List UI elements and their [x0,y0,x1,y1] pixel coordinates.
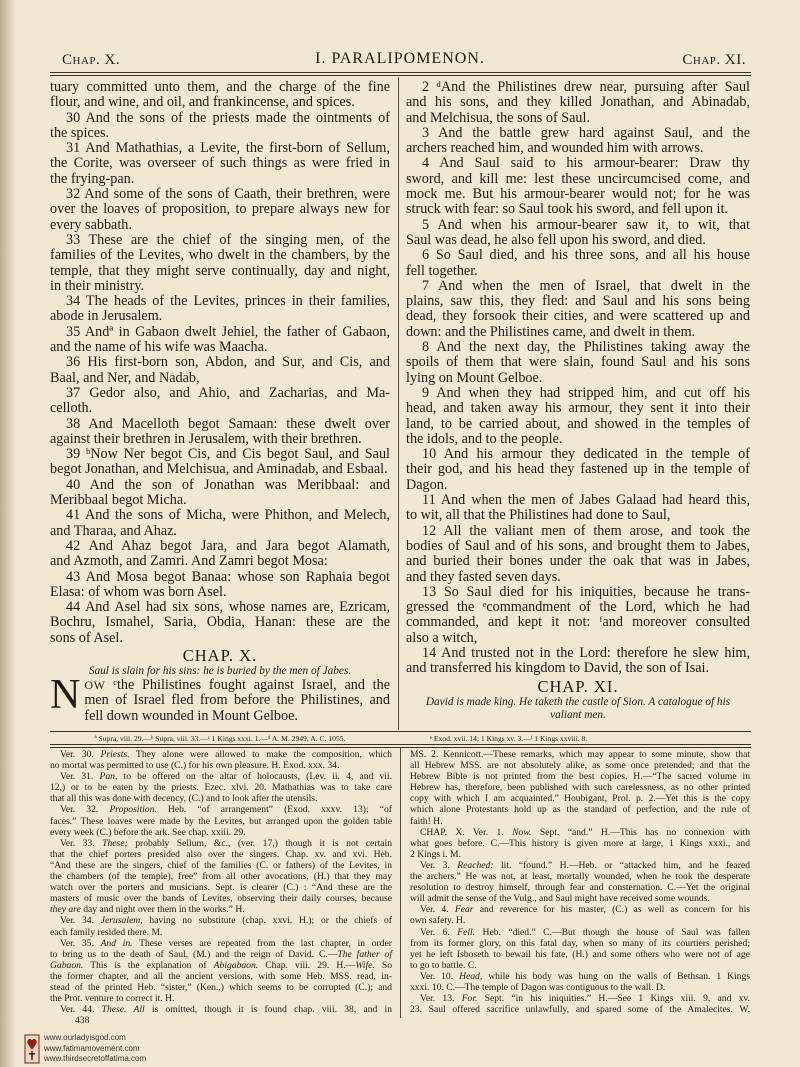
verse-line: 10 And his armour they dedicated in the temple of [422,446,750,463]
verse-line: Baal, and Ner, and Nadab, [50,369,200,386]
commentary-line: Ver. 34. Jerusalem, having no substitute (chap. xxvi. H.); or the chiefs of [60,915,392,927]
website-links [44,1033,146,1065]
column-divider [398,77,399,730]
verse-line: 4 And Saul said to his armour-bearer: Draw thy [422,155,750,172]
commentary-line: to go to battle. C. [410,959,477,971]
verse-line: 5 And when his armour-bearer saw it, to wit, that [422,216,750,233]
verse-line: against their brethren in Jerusalem, with their brethren. [50,430,362,447]
commentary-line: Ver. 35. And in. These verses are repeated from the last chapter, in order [60,937,393,949]
verse-line: 9 And when they had stripped him, and cut off his [422,384,750,401]
verse-text: ᶜthe Philistines fought against Israel, and the [113,677,390,693]
verse-line: 6 So Saul died, and his three sons, and all his house [422,247,750,264]
verse-line: in their ministry. [50,277,145,294]
commentary-line: Ver. 32. Proposition. Heb. “of arrangement” (Exod. xxxv. 13); “of [60,804,392,816]
verse-line: head, and taken away his armour, they sent it into their [406,400,750,417]
commentary-line: each family resided there. M. [50,926,163,938]
commentary-line: Ver. 31. Pan, to be offered on the altar of holocausts, (Lev. ii. 4, and vii. [60,771,392,783]
commentary-line: own safety. H. [410,915,466,927]
commentary-block [410,749,750,1015]
verse-block [50,80,390,646]
verse-line: the Corite, was overseer of such things as were fried in [50,155,390,172]
verse-line: 41 And the sons of Micha, were Phithon, and Melech, [66,507,390,524]
commentary-line: the chambers (of the temple), free” from all other avocations, (H.) that they may [50,871,392,883]
commentary-line: the archers.” He was not, at least, mortally wounded, when he took the desperate [410,871,750,883]
verse-line: 36 His first-born son, Abdon, and Sur, and Cis, and [66,354,390,371]
verse-line: their god, and his head they fastened up in the temple of [406,461,750,478]
commentary-right-column [410,749,750,1015]
main-text-left-column [50,80,390,724]
italic-term: These; [102,837,128,849]
commentary-line: Ver. 30. Priests. They alone were allowed to make the composition, which [60,749,392,760]
italic-term: Jerusalem, [100,915,143,927]
chapter-summary: Saul is slain for his sins: he is buried by the men of Jabes. [88,664,352,677]
commentary-line: the Prot. venture to correct it. H. [50,993,175,1005]
verse-line: gressed the ᵉcommandment of the Lord, which he had [406,599,750,616]
verse-line: the spices. [50,124,110,141]
italic-term: The father of [337,948,392,960]
website-link[interactable]: www.thirdsecretoffatima.com [44,1054,147,1063]
verse-line: spoils of them that were slain, found Saul and his sons [406,354,750,371]
header-chapter-left: Chap. X. [62,52,121,68]
verse-line: 37 Gedor also, and Ahio, and Zacharias, and Ma- [66,384,390,401]
commentary-line: watch over the porters and musicians. Sept. is clearer (C.) : “And these are the [50,882,392,894]
verse-line [50,678,390,693]
italic-term: And in. [100,937,133,949]
verse-line: and they fasted seven days. [406,568,561,585]
footnote-references-left: ª Supra, viii. 29.—ᵇ Supra, viii. 33.—ᶜ 1 Kings xxxi. 1.—ᵈ A. M. 2949, A. C. 1055. [94,734,346,743]
commentary-line: that all this was done with decency, (C.) and to look after the utensils. [50,793,318,805]
commentary-line: which alone Protestants hold up as the standard of perfection, and the rule of [410,804,750,816]
commentary-line: Ver. 44. These. All is omitted, though it is found chap. viii. 38, and in [60,1004,392,1016]
verse-line: 38 And Macelloth begot Samaan: these dwelt over [66,415,390,432]
verse-line: 2 ᵈAnd the Philistines drew near, pursuing after Saul [422,79,750,95]
verse-line: plains, saw this, they fled: and Saul and his sons being [406,293,750,310]
commentary-line: Ver. 13. For. Sept. “in his iniquities.” H.—See 1 Kings xiii. 9, and xv. [420,993,751,1005]
commentary-line: that the chief porters presided also over the singers. Chap. xv. and xvi. Heb. [50,848,392,860]
chapter-opening-verse [50,678,390,724]
verse-line: sword, and kill me: lest these uncircumcised come, and [406,170,750,187]
commentary-line: faith! H. [410,815,443,827]
italic-term: Head, [459,970,483,982]
commentary-line: resolution to destroy himself, through fear and consternation. C.—Yet the original [410,882,750,894]
verse-line: and Tharaa, and Ahaz. [50,522,177,539]
verse-line: 13 So Saul died for his iniquities, because he trans- [422,583,750,600]
italic-term: These. All [101,1004,145,1016]
header-book-title: I. PARALIPOMENON. [315,50,485,67]
footnote-rule [50,731,751,732]
italic-term: For. [461,993,478,1005]
verse-line: sons of Asel. [50,629,123,646]
footnote-references-right: ᵉ Exod. xvii. 14; 1 Kings xv. 3.—ᶠ 1 Kings xxviii. 8. [430,734,588,743]
verse-line: 12 All the valiant men of them arose, and took the [422,522,750,539]
verse-line: 35 Andª in Gabaon dwelt Jehiel, the father of Gabaon, [66,323,390,340]
italic-term: Priests. [100,749,130,760]
commentary-line: CHAP. X. Ver. 1. Now. Sept. “and.” H.—This has no connexion with [420,826,750,838]
italic-term: they are [50,904,81,916]
italic-term: Now. [512,826,532,838]
commentary-line: Ver. 10. Head, while his body was hung on the walls of Bethsan. 1 Kings [420,970,750,982]
verse-line: 33 These are the chief of the singing men, of the [66,231,390,248]
commentary-line: they are day and night over them in the works.” H. [50,904,245,916]
header-chapter-right: Chap. XI. [682,52,746,68]
commentary-line: no mortal was permitted to use (C.) for his own pleasure. H. Exod. xxx. 34. [50,760,340,772]
chapter-summary-line: valiant men. [550,708,606,721]
verse-line: fell together. [406,262,478,279]
website-link[interactable]: www.ourladyisgod.com [44,1033,126,1042]
verse-line: 8 And the next day, the Philistines taking away the [422,339,750,356]
website-link[interactable]: www.fatimamovement.com [44,1043,140,1053]
commentary-line: all Hebrew MSS. are not absolutely alike, as some once pretended; and that the [410,760,750,772]
commentary-line: 2 Kings i. M. [410,848,461,860]
verse-line: celloth. [50,400,93,417]
verse-line: down: and the Philistines came, and dwelt in them. [406,323,696,340]
verse-line: Dagon. [406,476,448,493]
verse-line: Saul was dead, he also fell upon his sword, and died. [406,231,706,248]
verse-line: abode in Jerusalem. [50,308,163,325]
commentary-divider [400,748,401,1018]
verse-line: 40 And the son of Jonathan was Meribbaal: and [66,476,390,493]
italic-term: Fell. [457,926,476,938]
italic-term: Proposition. [109,804,157,816]
verse-line: tuary committed unto them, and the charge of the fine [50,79,390,95]
main-text-right-column [406,80,750,722]
commentary-line: copy with which I am acquainted.” Houbigant, Prol. p. 2.—Yet this is the copy [410,793,750,805]
commentary-line: Hebrew has, therefore, been published with such carelessness, as no other printed [410,782,750,794]
emblem-icon [24,1034,40,1064]
verse-line: 14 And trusted not in the Lord: therefore he slew him, [422,644,750,661]
commentary-line: the former chapter, and all the ancient versions, with some Heb. MSS. read, in- [50,970,392,982]
verse-line: archers reached him, and wounded him with arrows. [406,140,704,157]
verse-line: fell down wounded in Mount Gelboe. [84,707,298,724]
verse-line: the frying-pan. [50,170,135,187]
verse-line: land, to be carried about, and showed in the temples of [406,415,750,432]
commentary-line: every week (C.) before the ark. See chap. xxiii. 29. [50,826,246,838]
commentary-line: Hebrew Bible is not printed from the best copies. H.—“The sacred volume in [410,771,750,783]
commentary-line: masters of music over the bands of Levites, observing their daily courses, because [50,893,392,905]
verse-line: and Melchisua, the sons of Saul. [406,109,591,126]
commentary-line: 12,) or to be eaten by the priests. Ezec. xlvi. 20. Mathathias was to take care [50,782,392,794]
commentary-line: Ver. 4. Fear and reverence for his master, (C.) as well as concern for his [420,904,750,916]
verse-line: commanded, and kept it not: ᶠand moreover consulted [406,614,750,631]
page-edge-shadow [0,0,16,1067]
verse-line: over the loaves of proposition, to prepare always new for [50,201,390,218]
commentary-line: Ver. 6. Fell. Heb. “died.” C.—But though the house of Saul was fallen [420,926,750,938]
verse-line: bodies of Saul and of his sons, and brought them to Jabes, [406,537,750,554]
verse-line: Bochru, Ismahel, Saria, Obdia, Hanan: these are the [50,614,390,631]
verse-line: 7 And when the men of Israel, that dwelt in the [422,277,750,294]
verse-line: and buried their bones under the oak that was in Jabes, [406,553,750,570]
commentary-line: Ver. 3. Reached: lit. “found.” H.—Heb. or “attacked him, and he feared [420,859,750,871]
verse-line: families of the Levites, who dwelt in the chambers, by the [50,247,390,264]
chapter-heading: CHAP. XI. [537,676,619,696]
running-header [50,49,750,71]
italic-term: Pan, [99,771,118,783]
commentary-line: Ver. 33. These; probably Sellum, &c., (ver. 17,) though it is not certain [60,837,392,849]
italic-term: Abigabaon. [213,959,259,971]
verse-line: and Azmoth, and Zamri. And Zamri begot Mosa: [50,553,328,570]
italic-term: Reached: [457,859,494,871]
commentary-left-column [50,749,392,1026]
verse-line: 32 And some of the sons of Caath, their brethren, were [66,186,390,203]
verse-line: temple, that they might serve continually, day and night, [50,262,390,279]
verse-line: 11 And when the men of Jabes Galaad had heard this, [422,492,750,509]
verse-line: also a witch, [406,629,478,646]
verse-line: 43 And Mosa begot Banaa: whose son Raphaia begot [66,568,390,585]
verse-line: struck with fear: so Saul took his sword, and fell upon it. [406,201,728,218]
verse-line: and the name of his wife was Maacha. [50,339,268,356]
commentary-line: yet he left Isboseth to bewail his fate, (H.) and some others who were not of age [410,948,750,960]
verse-line: 42 And Ahaz begot Jara, and Jara begot Alamath, [66,537,390,554]
commentary-line: from its former glory, on this fatal day, when so many of its courtiers perished; [410,937,750,949]
verse-line: and transferred his kingdom to David, the son of Isai. [406,660,709,677]
drop-cap: N [50,677,81,718]
verse-line: 30 And the sons of the priests made the ointments of [66,109,390,126]
verse-line: and his sons, and they killed Jonathan, and Abinadab, [406,94,750,111]
commentary-line: xxxi. 10. C.—The temple of Dagon was contiguous to the wall. D. [410,981,666,993]
verse-line: 39 ᵇNow Ner begot Cis, and Cis begot Saul, and Saul [66,446,390,463]
verse-line: mock me. But his armour-bearer would not; for he was [406,186,750,203]
commentary-line: MS. 2. Kennicott.—These remarks, which may appear to some minute, show that [410,749,750,760]
verse-line: Elasa: of whom was born Asel. [50,583,227,600]
verse-line: lying on Mount Gelboe. [406,369,543,386]
commentary-line: what goes before. C.—This history is given more at large, 1 Kings xxxi., and [410,837,750,849]
chapter-heading: CHAP. X. [182,645,258,665]
italic-term: Wife. [355,959,375,971]
commentary-line: faces.” These loaves were made by the Levites, but arranged upon the golden table [50,815,392,827]
page-number: 438 [75,1015,90,1027]
verse-line: 3 And the battle grew hard against Saul, and the [422,124,750,141]
verse-line: 31 And Mathathias, a Levite, the first-born of Sellum, [66,140,390,157]
verse-block [406,80,750,677]
verse-line: begot Jonathan, and Melchisua, and Aminadab, and Esbaal. [50,461,388,478]
verse-line: flour, and wine, and oil, and frankincense, and spices. [50,94,355,111]
verse-line: dead, they forsook their cities, and were scattered up and [406,308,750,325]
verse-line: men of Israel fled from before the Philistines, and [84,692,390,709]
commentary-line: 23. Saul offered sacrifice unlawfully, and spared some of the Amalecites. W. [410,1004,750,1016]
commentary-block [50,749,392,1015]
italic-term: Fear [454,904,474,916]
verse-line: every sabbath. [50,216,132,233]
verse-line: 34 The heads of the Levites, princes in their families, [66,293,390,310]
chapter-summary-line: David is made king. He taketh the castle of Sion. A catalogue of his [425,695,731,708]
italic-term: Gabaon. [50,959,84,971]
commentary-line: stead of the printed Heb. “sister,” (Ken.,) which seems to be corrupted (C.); and [50,981,392,993]
commentary-line: Gabaon. This is the explanation of Abigabaon. Chap. viii. 29. H.—Wife. So [50,959,393,971]
small-caps-word: OW [84,677,106,692]
verse-line: to wit, all that the Philistines had done to Saul, [406,507,671,524]
verse-line: 44 And Asel had six sons, whose names are, Ezricam, [66,599,390,616]
commentary-line: to bring us to the death of Saul, (M.) and the reign of David. C.—The father of [50,948,392,960]
verse-line: Meribbaal begot Micha. [50,492,187,509]
commentary-line: “And these are the singers, chief of the families (C. or fathers) of the Levites, in [50,859,392,871]
commentary-line: will admit the sense of the Vulg., and Saul might have received some wounds. [410,893,710,905]
header-double-rule [50,72,751,76]
verse-line: the idols, and to the people. [406,430,563,447]
